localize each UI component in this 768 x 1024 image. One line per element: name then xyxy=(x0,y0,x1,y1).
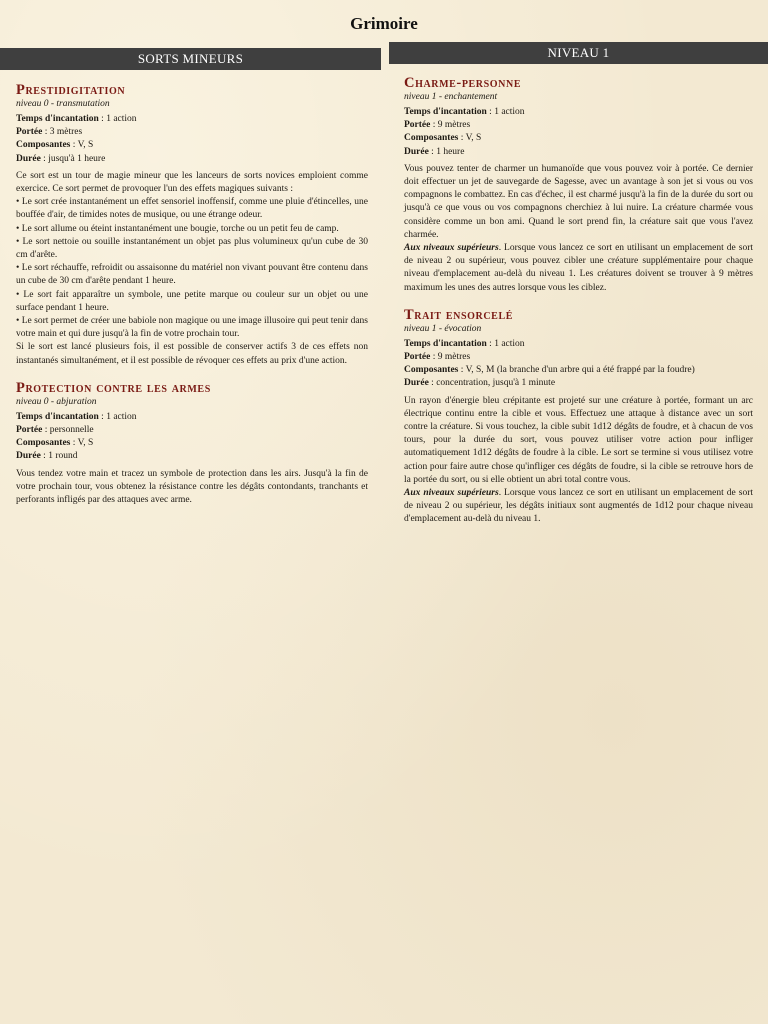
spell-level: niveau 1 - enchantement xyxy=(404,92,498,102)
stat-range: Portée : 9 mètres xyxy=(404,352,471,363)
section-header-level-1: NIVEAU 1 xyxy=(389,42,768,64)
stat-value: 1 action xyxy=(494,107,525,117)
description-paragraph: Ce sort est un tour de magie mineur que les lanceurs de sorts novices emploient comme exercice. Ce sort permet de provoquer l'un des effets magiques suivants : xyxy=(16,170,368,195)
spell-prestidigitation xyxy=(16,82,368,368)
stat-label: Durée xyxy=(16,153,41,164)
description-paragraph: Vous tendez votre main et tracez un symbole de protection dans les airs. Jusqu'à la fin de votre prochain tour, vous obtenez la résistance contre les dégâts contondants, tranchants et perforants infligés par des attaques avec arme. xyxy=(16,468,368,506)
spell-description xyxy=(404,395,753,527)
left-column xyxy=(0,48,381,507)
stat-casting-time: Temps d'incantation : 1 action xyxy=(404,338,525,349)
stat-value: 1 action xyxy=(494,338,525,349)
stat-value: 1 action xyxy=(106,411,137,422)
description-paragraph: Vous pouvez tenter de charmer un humanoïde que vous pouvez voir à portée. Ce dernier doit effectuer un jet de sauvegarde de Sagesse, avec un avantage à son jet si vous ou vos compagnons le combattez. En cas d'échec, il est charmé jusqu'à la fin de la durée du sort ou jusqu'à ce que vous ou vos compagnons cherchiez à lui nuire. La créature charmée vous considère comme un bon ami. Quand le sort prend fin, la créature sait que vous l'avez charmée. xyxy=(404,163,753,240)
description-bullet: • Le sort allume ou éteint instantanément une bougie, torche ou un petit feu de camp. xyxy=(16,223,339,234)
stat-range: Portée : 3 mètres xyxy=(16,127,83,138)
stat-label: Temps d'incantation xyxy=(16,411,99,422)
stat-duration: Durée : 1 heure xyxy=(404,146,465,157)
higher-levels-text: . Lorsque vous lancez ce sort en utilisant un emplacement de sort de niveau 2 ou supérieur, les dégâts initiaux sont augmentés de 1d12 pour chaque niveau d'emplacement au-delà du niveau 1. xyxy=(404,488,753,525)
description-bullet: • Le sort permet de créer une babiole non magique ou une image illusoire qui peut tenir dans votre main et qui dure jusqu'à la fin de votre prochain tour. xyxy=(16,316,368,340)
section-header-cantrips: SORTS MINEURS xyxy=(0,48,381,70)
stat-label: Portée xyxy=(16,127,43,138)
stat-value: 1 round xyxy=(48,451,78,462)
stat-value: V, S xyxy=(465,133,482,144)
description-bullet: • Le sort réchauffe, refroidit ou assaisonne du matériel non vivant pouvant être contenu dans un cube de 30 cm d'arête pendant 1 heure. xyxy=(16,263,368,287)
stat-value: 9 mètres xyxy=(437,120,471,131)
spell-trait-ensorcele xyxy=(404,307,753,527)
stat-label: Composantes xyxy=(16,140,71,151)
stat-label: Durée xyxy=(16,451,41,462)
stat-duration: Durée : 1 round xyxy=(16,451,78,462)
stat-label: Portée xyxy=(16,425,43,436)
spell-description xyxy=(404,163,753,295)
stat-label: Durée xyxy=(404,146,429,157)
stat-label: Portée xyxy=(404,352,431,363)
spell-description xyxy=(16,468,368,508)
stat-value: jusqu'à 1 heure xyxy=(48,153,106,164)
spell-description xyxy=(16,170,368,368)
stat-components: Composantes : V, S, M (la branche d'un arbre qui a été frappé par la foudre) xyxy=(404,365,695,376)
right-column xyxy=(389,42,768,527)
stat-value: V, S xyxy=(77,438,94,449)
stat-components: Composantes : V, S xyxy=(16,438,94,449)
description-bullet: • Le sort nettoie ou souille instantanément un objet pas plus volumineux qu'un cube de 30 cm d'arête. xyxy=(16,236,368,261)
stat-casting-time: Temps d'incantation : 1 action xyxy=(16,114,137,124)
stat-value: 1 action xyxy=(106,114,137,124)
spell-protection-contre-les-armes xyxy=(16,380,368,507)
stat-label: Temps d'incantation xyxy=(404,338,487,349)
spell-charme-personne xyxy=(404,75,753,295)
stat-value: V, S, M (la branche d'un arbre qui a été frappé par la foudre) xyxy=(465,365,695,376)
stat-label: Portée xyxy=(404,120,431,131)
spell-name: Protection contre les armes xyxy=(16,379,211,396)
description-paragraph: Si le sort est lancé plusieurs fois, il est possible de conserver actifs 3 de ces effets non instantanés simultanément, et il est possible de révoquer ces effets au prix d'une action. xyxy=(16,342,368,366)
stat-label: Durée xyxy=(404,378,429,389)
spell-name: Charme-personne xyxy=(404,75,522,91)
higher-levels-label: Aux niveaux supérieurs xyxy=(404,243,499,254)
spell-level: niveau 0 - transmutation xyxy=(16,99,110,109)
stat-range: Portée : 9 mètres xyxy=(404,120,471,131)
spell-level: niveau 1 - évocation xyxy=(404,323,482,334)
stat-value: concentration, jusqu'à 1 minute xyxy=(436,378,556,389)
stat-components: Composantes : V, S xyxy=(16,140,94,151)
stat-casting-time: Temps d'incantation : 1 action xyxy=(404,107,525,117)
page-title: Grimoire xyxy=(350,14,418,33)
stat-label: Composantes xyxy=(404,365,459,376)
higher-levels-paragraph xyxy=(404,487,753,527)
stat-label: Temps d'incantation xyxy=(16,114,99,124)
stat-value: 9 mètres xyxy=(437,352,471,363)
stat-label: Composantes xyxy=(404,133,459,144)
spell-level: niveau 0 - abjuration xyxy=(16,396,97,407)
description-paragraph: Un rayon d'énergie bleu crépitante est projeté sur une créature à portée, formant un arc électrique continu entre la cible et vous. Effectuez une attaque à distance avec un sort contre la créature. Si vous touchez, la cible subit 1d12 dégâts de foudre, et à chacun de vos tours, pour la durée du sort, vous pouvez utiliser votre action pour infliger automatiquement 1d12 dégâts de foudre à la cible. Le sort se termine si vous utilisez votre action pour faire autre chose qu'infliger ces dégâts de foudre, si la cible se retrouve hors de la portée du sort, ou si elle obtient un abri total contre vous. xyxy=(404,395,753,485)
higher-levels-label: Aux niveaux supérieurs xyxy=(404,488,499,499)
description-bullet: • Le sort fait apparaître un symbole, une petite marque ou couleur sur un objet ou une surface pendant 1 heure. xyxy=(16,289,368,313)
stat-value: 3 mètres xyxy=(49,127,83,138)
stat-value: personnelle xyxy=(49,425,94,436)
higher-levels-paragraph xyxy=(404,242,753,295)
stat-components: Composantes : V, S xyxy=(404,133,482,144)
stat-value: 1 heure xyxy=(436,146,465,157)
stat-label: Temps d'incantation xyxy=(404,107,487,117)
stat-duration: Durée : jusqu'à 1 heure xyxy=(16,153,106,164)
stat-value: V, S xyxy=(77,140,94,151)
spell-name: Prestidigitation xyxy=(16,82,126,98)
description-bullet: • Le sort crée instantanément un effet sensoriel inoffensif, comme une pluie d'étincelles, une bouffée d'air, de timides notes de musique, ou une étrange odeur. xyxy=(16,197,368,221)
spell-name: Trait ensorcelé xyxy=(404,306,513,323)
stat-duration: Durée : concentration, jusqu'à 1 minute xyxy=(404,378,556,389)
higher-levels-text: . Lorsque vous lancez ce sort en utilisant un emplacement de sort de niveau 2 ou supérieur, vous pouvez cibler une créature supplémentaire pour chaque niveau d'emplacement au-delà du niveau 1. Les créatures doivent se trouver à 9 mètres maximum les unes des autres lorsque vous les ciblez. xyxy=(404,243,753,293)
stat-casting-time: Temps d'incantation : 1 action xyxy=(16,411,137,422)
stat-range: Portée : personnelle xyxy=(16,425,94,436)
stat-label: Composantes xyxy=(16,438,71,449)
